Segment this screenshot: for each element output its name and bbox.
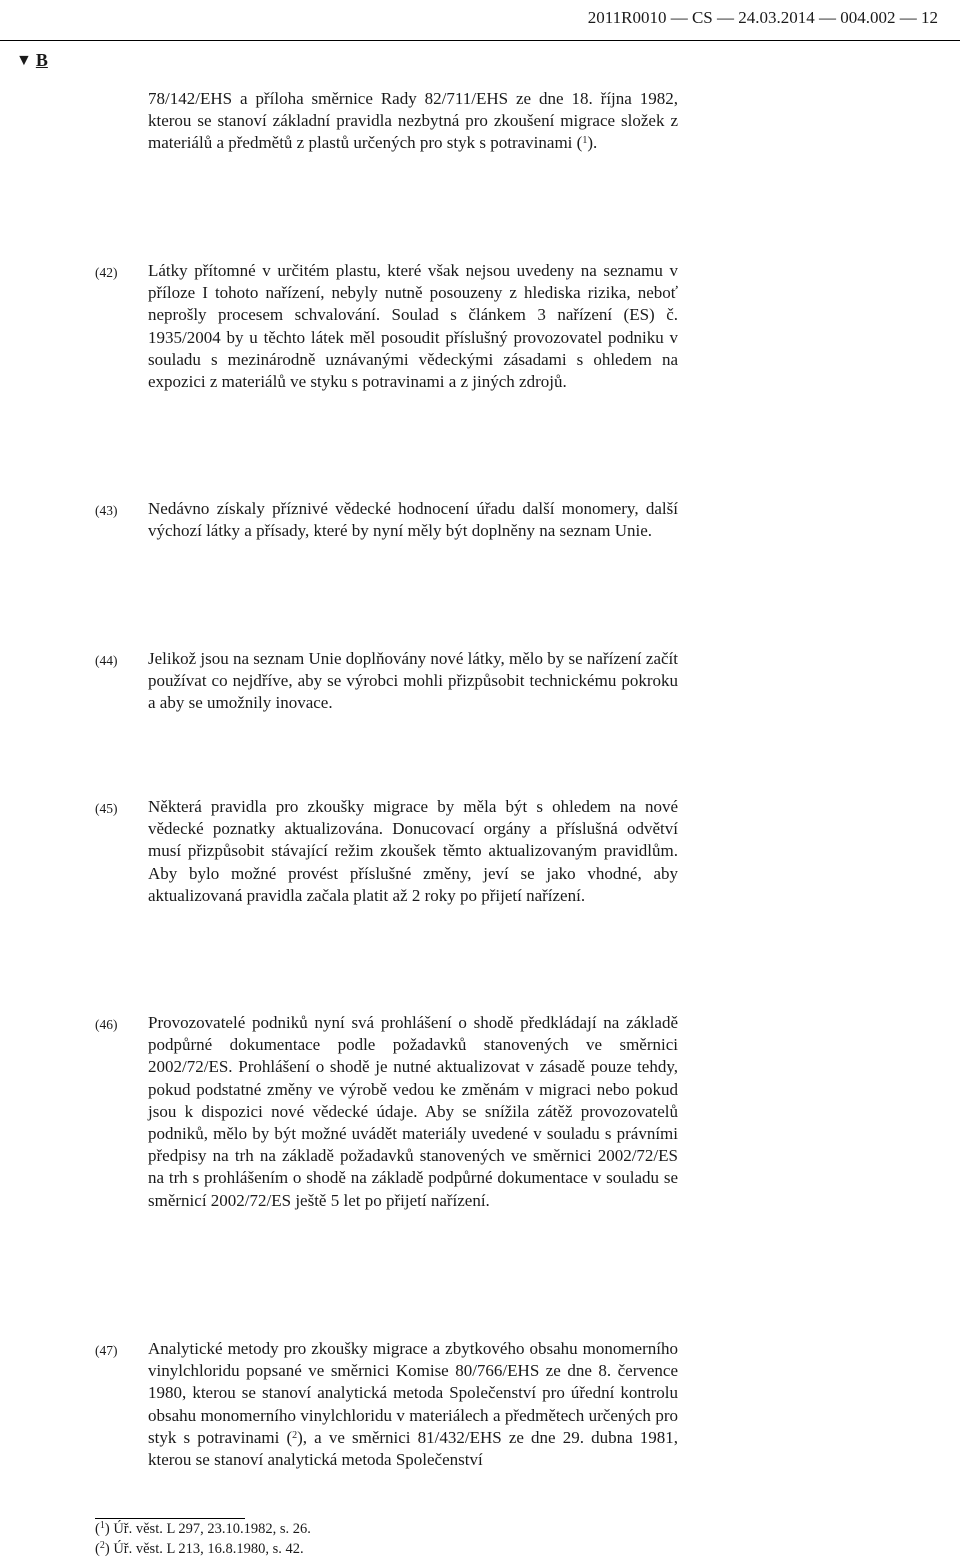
recital-number: (43) — [95, 503, 118, 518]
recital-number: (45) — [95, 801, 118, 816]
recital-number: (44) — [95, 653, 118, 668]
page-header — [0, 0, 960, 41]
recital-number: (42) — [95, 265, 118, 280]
footnote: ($^1$) Úř. věst. L 297, 23.10.1982, s. 26. — [95, 1520, 311, 1537]
amendment-marker — [16, 50, 48, 71]
document-reference: 2011R0010 — CS — 24.03.2014 — 004.002 — 12 — [587, 8, 938, 27]
intro-paragraph: 78/142/EHS a příloha směrnice Rady 82/711/EHS ze dne 18. října 1982, kterou se stanoví základní pravidla nezbytná pro zkoušení migrace složek z materiálů a předmětů z plastů určených pro styk s potravinami ($^1$). — [148, 89, 678, 153]
recital-text: Provozovatelé podniků nyní svá prohlášení o shodě předkládají na základě podpůrné dokumentace podle požadavků stanovených ve směrnici 2002/72/ES. Prohlášení o shodě je nutné aktualizovat v zásadě pouze tehdy, pokud podstatné změny ve výrobě vedou ke změnám v migraci nebo pokud jsou k dispozici nové vědecké údaje. Aby se snížila zátěž provozovatelů podniků, mělo by být možné uvádět materiály uvedené v souladu s právními předpisy na trh na základě požadavků stanovených ve směrnici 2002/72/ES na trh s prohlášením o shodě na základě podpůrné dokumentace v souladu se směrnicí 2002/72/ES ještě 5 let po přijetí nařízení. — [148, 1013, 678, 1210]
footnote-divider — [95, 1518, 245, 1519]
recital-number: (47) — [95, 1343, 118, 1358]
footnote-ref-2[interactable]: 2 — [292, 1429, 298, 1441]
recital-text: Látky přítomné v určitém plastu, které však nejsou uvedeny na seznamu v příloze I tohoto nařízení, nebyly nutně posouzeny z hlediska rizika, neboť neprošly procesem schvalování. Soulad s článkem 3 nařízení (ES) č. 1935/2004 by u těchto látek měl posoudit příslušný provozovatel podniku v souladu s mezinárodně uznávanými vědeckými zásadami s ohledem na expozici z materiálů ve styku s potravinami a z jiných zdrojů. — [148, 261, 678, 392]
recital-text: Jelikož jsou na seznam Unie doplňovány nové látky, mělo by se nařízení začít používat co nejdříve, aby se výrobci mohli přizpůsobit technickému pokroku a aby se umožnily inovace. — [148, 649, 678, 713]
footnote-ref-1[interactable]: 1 — [582, 135, 588, 147]
recital-number: (46) — [95, 1017, 118, 1032]
recital-text: Některá pravidla pro zkoušky migrace by měla být s ohledem na nové vědecké poznatky aktualizována. Donucovací orgány a příslušná odvětví musí přizpůsobit stávající režim zkoušek těmto aktualizovaným pravidlům. Aby bylo možné provést příslušné změny, jeví se jako vhodné, aby aktualizovaná pravidla začala platit až 2 roky po přijetí nařízení. — [148, 797, 678, 905]
triangle-down-icon: ▼ — [16, 51, 32, 69]
recital-text: Nedávno získaly příznivé vědecké hodnocení úřadu další monomery, další výchozí látky a přísady, které by nyní měly být doplněny na seznam Unie. — [148, 499, 678, 541]
marker-letter: B — [35, 50, 48, 70]
footnote: ($^2$) Úř. věst. L 213, 16.8.1980, s. 42. — [95, 1540, 304, 1557]
recital-text: Analytické metody pro zkoušky migrace a zbytkového obsahu monomerního vinylchloridu popsané ve směrnici Komise 80/766/EHS ze dne 8. července 1980, kterou se stanoví analytická metoda Společenství pro úřední kontrolu obsahu monomerního vinylchloridu v materiálech a předmětech určených pro styk s potravinami ($^2$), a ve směrnici 81/432/EHS ze dne 29. dubna 1981, kterou se stanoví analytická metoda Společenství — [148, 1339, 678, 1470]
